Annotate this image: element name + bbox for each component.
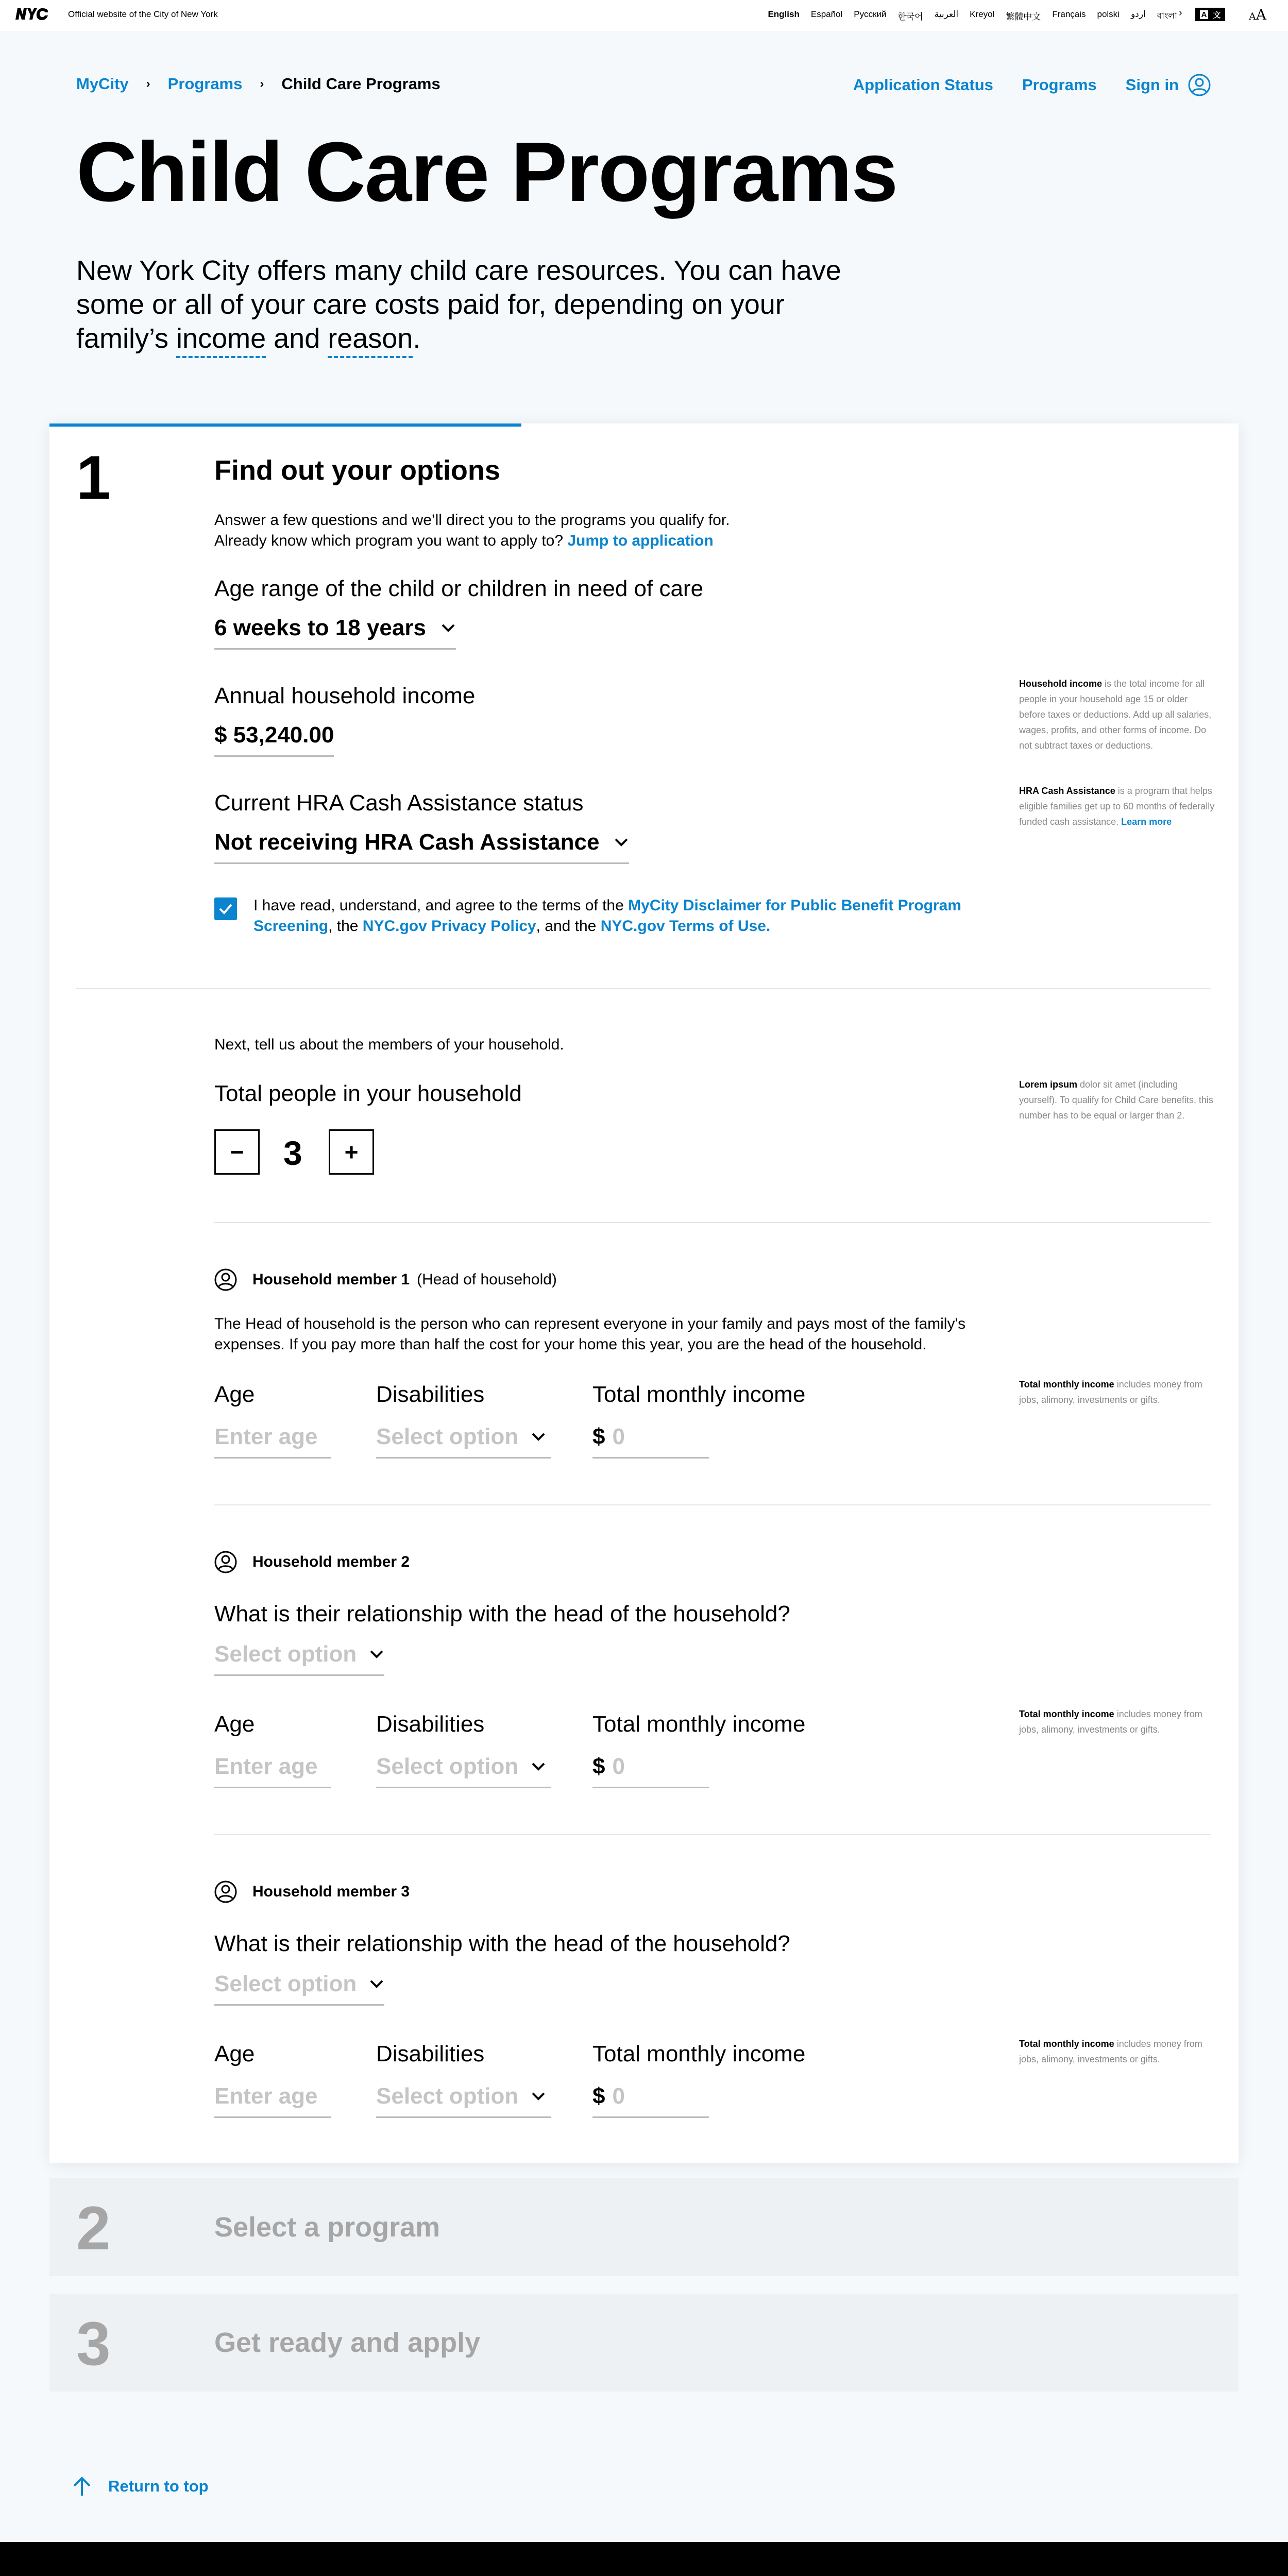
disabilities-select[interactable]: [376, 1754, 551, 1788]
progress-bar: [49, 423, 521, 427]
chevron-down-icon: [440, 622, 456, 634]
monthly-income-input[interactable]: [592, 1754, 709, 1788]
reason-term-link[interactable]: reason: [328, 323, 413, 358]
arrow-up-icon: [72, 2476, 92, 2497]
disabilities-placeholder: Select option: [376, 1754, 519, 1779]
step-number: 2: [76, 2194, 111, 2263]
monthly-income-label: Total monthly income: [592, 1711, 806, 1737]
breadcrumb-chevron-icon: ›: [260, 77, 264, 91]
chevron-down-icon: [369, 1978, 384, 1990]
total-people-note: [1019, 1077, 1215, 1123]
monthly-income-label: Total monthly income: [592, 2041, 806, 2066]
step-intro-line2: Already know which program you want to apply to?: [214, 532, 568, 549]
note-monthly-title: Total monthly income: [1019, 1709, 1114, 1719]
learn-more-link[interactable]: Learn more: [1121, 817, 1172, 827]
page-title: Child Care Programs: [76, 125, 897, 219]
intro-end: .: [413, 323, 421, 354]
divider: [214, 1834, 1211, 1835]
hra-status-label: Current HRA Cash Assistance status: [214, 790, 584, 816]
members-intro: Next, tell us about the members of your household.: [214, 1036, 564, 1053]
step-title: Select a program: [214, 2212, 440, 2243]
note-hra-text: is a program that helps eligible families get up to 60 months of federally funded cash assistance.: [1019, 786, 1215, 827]
user-icon[interactable]: [1188, 74, 1211, 96]
total-people-label: Total people in your household: [214, 1081, 522, 1106]
member-name: Household member 1: [252, 1271, 410, 1288]
person-icon: [214, 1268, 237, 1291]
language-korean[interactable]: 한국어: [897, 12, 923, 22]
note-hra-title: HRA Cash Assistance: [1019, 786, 1115, 796]
annual-income-label: Annual household income: [214, 683, 476, 708]
chevron-down-icon: [369, 1649, 384, 1660]
language-arabic[interactable]: العربية: [934, 9, 959, 19]
divider: [214, 1222, 1211, 1223]
translate-icon[interactable]: A 文: [1195, 8, 1225, 21]
top-bar: [0, 0, 1288, 31]
language-urdu[interactable]: اردو: [1130, 9, 1146, 19]
breadcrumb-mycity[interactable]: MyCity: [76, 75, 129, 93]
chevron-down-icon: [531, 2091, 546, 2102]
intro-text: New York City offers many child care resources. You can have some or all of your care costs paid for, depending on your family’s: [76, 255, 841, 354]
note-monthly-title: Total monthly income: [1019, 1379, 1114, 1389]
annual-income-input[interactable]: $ 53,240.00: [214, 722, 334, 757]
breadcrumb-programs[interactable]: Programs: [167, 75, 243, 93]
age-range-label: Age range of the child or children in need of care: [214, 576, 704, 601]
consent-text: [253, 895, 1006, 937]
breadcrumb-chevron-icon: ›: [146, 77, 150, 91]
language-bengali[interactable]: বাংলা: [1157, 11, 1177, 21]
household-income-note: [1019, 676, 1215, 753]
chevron-down-icon: [614, 837, 629, 848]
checkmark-icon: [214, 897, 237, 920]
disclaimer-link[interactable]: MyCity Disclaimer for Public Benefit Program Screening: [253, 897, 961, 935]
relationship-select[interactable]: [214, 1641, 384, 1676]
breadcrumb: [76, 75, 440, 93]
member-role: (Head of household): [417, 1271, 557, 1288]
step-number: 1: [76, 443, 111, 512]
relationship-label: What is their relationship with the head of the household?: [214, 1931, 790, 1956]
age-range-select[interactable]: [214, 615, 456, 650]
decrement-button[interactable]: −: [214, 1129, 260, 1175]
hra-status-select[interactable]: [214, 829, 629, 864]
return-to-top-label: Return to top: [108, 2477, 209, 2495]
increment-button[interactable]: +: [329, 1129, 374, 1175]
jump-to-application-link[interactable]: Jump to application: [567, 532, 714, 549]
breadcrumb-current: Child Care Programs: [281, 75, 440, 93]
language-list: [768, 9, 1177, 24]
hra-status-value: Not receiving HRA Cash Assistance: [214, 829, 600, 855]
divider: [76, 988, 1211, 989]
member-name: Household member 2: [252, 1553, 410, 1570]
monthly-income-label: Total monthly income: [592, 1382, 806, 1407]
person-icon: [214, 1551, 237, 1573]
disabilities-label: Disabilities: [376, 1382, 485, 1407]
language-chinese[interactable]: 繁體中文: [1006, 12, 1041, 22]
member-name: Household member 3: [252, 1883, 410, 1900]
nyc-logo[interactable]: [14, 7, 54, 21]
language-english[interactable]: English: [768, 9, 800, 19]
person-icon: [214, 1880, 237, 1903]
note-monthly-text: includes money from jobs, alimony, investments or gifts.: [1019, 1379, 1202, 1405]
note-monthly-text: includes money from jobs, alimony, investments or gifts.: [1019, 1709, 1202, 1735]
consent-checkbox[interactable]: [214, 897, 237, 920]
official-website-text: Official website of the City of New York: [68, 9, 218, 19]
monthly-income-note: [1019, 2036, 1215, 2067]
note-monthly-title: Total monthly income: [1019, 2039, 1114, 2049]
household-member-2-header: [214, 1551, 410, 1573]
total-people-value: 3: [283, 1134, 302, 1172]
income-term-link[interactable]: income: [176, 323, 266, 358]
household-member-1-header: [214, 1268, 557, 1291]
age-range-value: 6 weeks to 18 years: [214, 615, 426, 640]
more-languages-icon[interactable]: ›: [1179, 7, 1182, 19]
dollar-sign: $: [592, 1424, 605, 1449]
disabilities-placeholder: Select option: [376, 2083, 519, 2109]
age-label: Age: [214, 1382, 255, 1407]
language-french[interactable]: Français: [1052, 9, 1086, 19]
age-input[interactable]: Enter age: [214, 1754, 331, 1788]
hra-note: [1019, 783, 1215, 829]
step-title: Get ready and apply: [214, 2327, 481, 2358]
nav-programs[interactable]: Programs: [1022, 76, 1097, 94]
intro-and: and: [266, 323, 328, 354]
chevron-down-icon: [531, 1431, 546, 1443]
return-to-top-link[interactable]: [72, 2476, 209, 2497]
age-label: Age: [214, 2041, 255, 2066]
household-member-3-header: [214, 1880, 410, 1903]
privacy-policy-link[interactable]: NYC.gov Privacy Policy: [362, 918, 536, 935]
language-kreyol[interactable]: Kreyol: [970, 9, 995, 19]
nav-application-status[interactable]: Application Status: [853, 76, 993, 94]
monthly-income-placeholder: 0: [612, 1754, 625, 1779]
note-total-text: dolor sit amet (including yourself). To qualify for Child Care benefits, this number has to be equal or larger than 2.: [1019, 1079, 1213, 1121]
language-spanish[interactable]: Español: [810, 9, 843, 19]
language-russian[interactable]: Русский: [854, 9, 887, 19]
monthly-income-input[interactable]: [592, 2083, 709, 2118]
step-intro-line1: Answer a few questions and we’ll direct you to the programs you qualify for.: [214, 512, 730, 529]
monthly-income-placeholder: 0: [612, 1424, 625, 1449]
disabilities-label: Disabilities: [376, 1711, 485, 1737]
step-3-card[interactable]: [49, 2294, 1239, 2392]
step-2-card[interactable]: [49, 2178, 1239, 2276]
monthly-income-placeholder: 0: [612, 2083, 625, 2109]
step-1-card: [49, 423, 1239, 2163]
monthly-income-note: [1019, 1706, 1215, 1737]
age-label: Age: [214, 1711, 255, 1737]
text-size-icon[interactable]: AA: [1249, 6, 1266, 23]
step-title: Find out your options: [214, 455, 500, 486]
dollar-sign: $: [592, 1754, 605, 1779]
header-nav: [824, 74, 1211, 96]
disabilities-label: Disabilities: [376, 2041, 485, 2066]
relationship-placeholder: Select option: [214, 1971, 357, 1996]
nav-sign-in[interactable]: Sign in: [1125, 76, 1179, 94]
divider: [214, 1504, 1211, 1505]
page-intro: [76, 253, 880, 355]
disabilities-select[interactable]: [376, 1424, 551, 1459]
dollar-sign: $: [592, 2083, 605, 2109]
age-input[interactable]: Enter age: [214, 1424, 331, 1459]
step-intro: [214, 510, 730, 551]
note-income-title: Household income: [1019, 679, 1103, 689]
monthly-income-input[interactable]: [592, 1424, 709, 1459]
step-number: 3: [76, 2309, 111, 2378]
note-total-title: Lorem ipsum: [1019, 1079, 1078, 1090]
language-polish[interactable]: polski: [1097, 9, 1120, 19]
consent-part1: I have read, understand, and agree to the terms of the: [253, 897, 629, 914]
chevron-down-icon: [531, 1761, 546, 1772]
disabilities-placeholder: Select option: [376, 1424, 519, 1449]
monthly-income-note: [1019, 1377, 1215, 1408]
note-monthly-text: includes money from jobs, alimony, investments or gifts.: [1019, 2039, 1202, 2064]
disabilities-select[interactable]: [376, 2083, 551, 2118]
age-input[interactable]: Enter age: [214, 2083, 331, 2118]
footer: [0, 2542, 1288, 2576]
consent-part2: , the: [328, 918, 363, 935]
head-of-household-description: The Head of household is the person who can represent everyone in your family and pays most of the family's expenses. If you pay more than half the cost for your home this year, you are the head of the household.: [214, 1315, 966, 1353]
note-income-text: is the total income for all people in your household age 15 or older before taxes or deductions. Add up all salaries, wages, profits, and other forms of income. Do not subtract taxes or deductions.: [1019, 679, 1212, 751]
relationship-select[interactable]: [214, 1971, 384, 2006]
terms-of-use-link[interactable]: NYC.gov Terms of Use.: [600, 918, 771, 935]
consent-part3: , and the: [536, 918, 601, 935]
relationship-label: What is their relationship with the head of the household?: [214, 1601, 790, 1626]
relationship-placeholder: Select option: [214, 1641, 357, 1667]
